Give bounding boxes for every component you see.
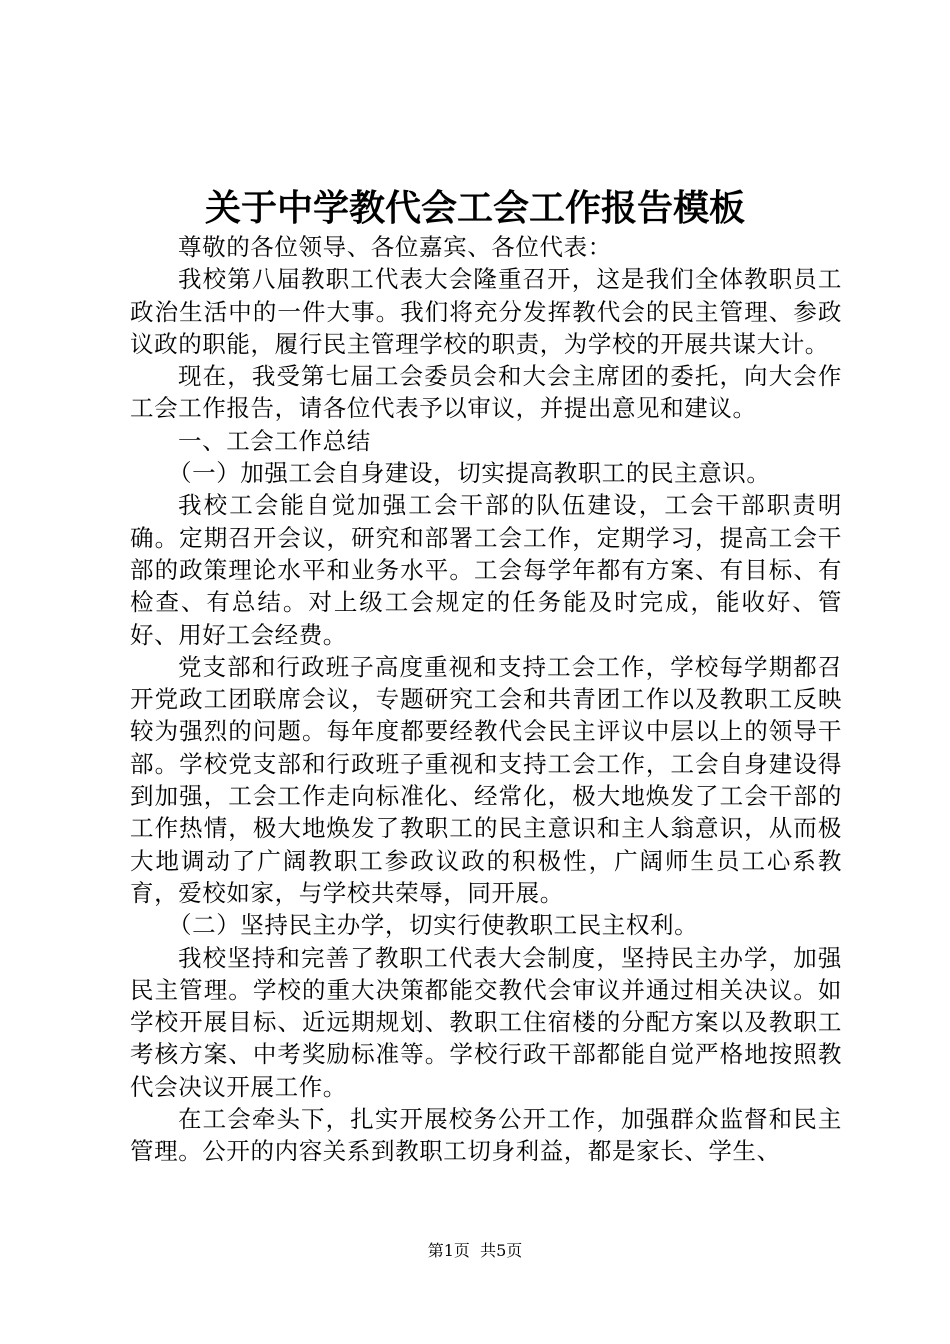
paragraph-commission: 现在，我受第七届工会委员会和大会主席团的委托，向大会作工会工作报告，请各位代表予以审议，并提出意见和建议。 — [130, 362, 842, 423]
document-title: 关于中学教代会工会工作报告模板 — [204, 187, 745, 229]
paragraph-union-building: 我校工会能自觉加强工会干部的队伍建设，工会干部职责明确。定期召开会议，研究和部署工会工作，定期学习，提高工会干部的政策理论水平和业务水平。工会每学年都有方案、有目标、有检查、有总结。对上级工会规定的任务能及时完成，能收好、管好、用好工会经费。 — [130, 491, 842, 649]
subsection-heading-2: （二）坚持民主办学，切实行使教职工民主权利。 — [168, 911, 699, 940]
paragraph-party-support: 党支部和行政班子高度重视和支持工会工作，学校每学期都召开党政工团联席会议，专题研究工会和共青团工作以及教职工反映较为强烈的问题。每年度都要经教代会民主评议中层以上的领导干部。学校党支部和行政班子重视和支持工会工作，工会自身建设得到加强，工会工作走向标准化、经常化，极大地焕发了工会干部的工作热情，极大地焕发了教职工的民主意识和主人翁意识，从而极大地调动了广阔教职工参政议政的积极性，广阔师生员工心系教育，爱校如家，与学校共荣辱，同开展。 — [130, 652, 842, 907]
subsection-heading-1: （一）加强工会自身建设，切实提高教职工的民主意识。 — [168, 459, 771, 488]
paragraph-greeting: 尊敬的各位领导、各位嘉宾、各位代表： — [178, 233, 612, 261]
paragraph-democratic-schooling: 我校坚持和完善了教职工代表大会制度，坚持民主办学，加强民主管理。学校的重大决策都能交教代会审议并通过相关决议。如学校开展目标、近远期规划、教职工住宿楼的分配方案以及教职工考核方案、中考奖励标准等。学校行政干部都能自觉严格地按照教代会决议开展工作。 — [130, 943, 842, 1101]
page-number: 第1页 — [427, 1241, 470, 1260]
section-heading-summary: 一、工会工作总结 — [178, 426, 371, 455]
page-footer — [0, 1240, 950, 1262]
paragraph-affairs-disclosure: 在工会牵头下，扎实开展校务公开工作，加强群众监督和民主管理。公开的内容关系到教职工切身利益，都是家长、学生、 — [130, 1105, 842, 1166]
paragraph-intro: 我校第八届教职工代表大会隆重召开，这是我们全体教职员工政治生活中的一件大事。我们将充分发挥教代会的民主管理、参政议政的职能，履行民主管理学校的职责，为学校的开展共谋大计。 — [130, 265, 842, 358]
page-total: 共5页 — [480, 1241, 523, 1260]
document-body — [130, 231, 842, 1168]
